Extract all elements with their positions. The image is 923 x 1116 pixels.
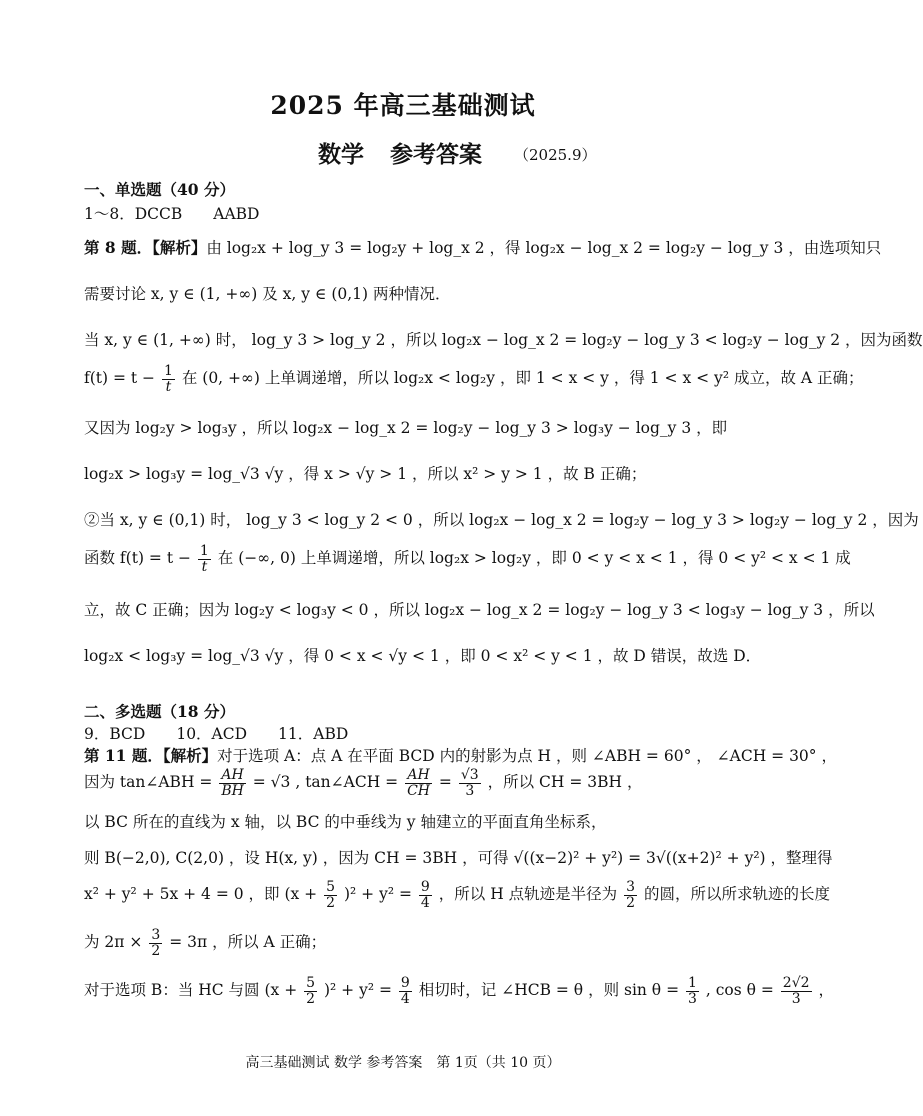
fraction: $\frac{AH}{BH}$ [221, 767, 244, 799]
subtitle-subject: 数学 [318, 141, 364, 168]
q8-line-7: ②当 x, y ∈ (0,1) 时， log_y 3 < log_y 2 < 0 ，所以 log₂x − log_x 2 = log₂y − log_y 3 > log₂y − log_y 2 ，因为 [84, 511, 919, 529]
fraction: $\frac{9}{4}$ [400, 975, 410, 1007]
q8-line-8: 函数 f(t) = t − $\frac{1}{t}$ 在 (−∞, 0) 上单调递增，所以 log₂x > log₂y ，即 0 < y < x < 1 ，得 0 < y² < x < 1 成 [84, 543, 851, 575]
exam-date: （2025.9） [514, 146, 597, 164]
q8-line-3: 当 x, y ∈ (1, +∞) 时， log_y 3 > log_y 2 ，所以 log₂x − log_x 2 = log₂y − log_y 3 < log₂y − log_y 2 ，因为函数 [84, 331, 923, 349]
q11-line-3: 以 BC 所在的直线为 x 轴，以 BC 的中垂线为 y 轴建立的平面直角坐标系， [84, 813, 607, 831]
q8-label: 第 8 题．【解析】 [84, 238, 207, 257]
q8-line-1: 第 8 题．【解析】由 log₂x + log_y 3 = log₂y + log_x 2 ，得 log₂x − log_x 2 = log₂y − log_y 3 ，由选项知只 [84, 238, 882, 257]
section-heading-multi-choice: 二、多选题（18 分） [84, 702, 235, 721]
fraction: $\frac{3}{2}$ [626, 879, 636, 911]
fraction: $\frac{1}{t}$ [199, 543, 209, 575]
fraction: $\frac{√3}{3}$ [460, 767, 479, 799]
page-title: 2025 年高三基础测试 [270, 91, 536, 120]
page-subtitle [318, 136, 482, 169]
q11-line-4: 则 B(−2,0), C(2,0) ，设 H(x, y) ，因为 CH = 3BH ，可得 √((x−2)² + y²) = 3√((x+2)² + y²) ，整理得 [84, 849, 833, 867]
q8-line-4: f(t) = t − $\frac{1}{t}$ 在 (0, +∞) 上单调递增，所以 log₂x < log₂y ，即 1 < x < y ，得 1 < x < y² 成立，故 A 正确； [84, 363, 864, 395]
q11-line-5: x² + y² + 5x + 4 = 0 ，即 (x + $\frac{5}{2}$ )² + y² = $\frac{9}{4}$ ，所以 H 点轨迹是半径为 $\frac{3}{2}$ 的圆，所以所求轨迹的长度 [84, 879, 830, 911]
fraction: $\frac{3}{2}$ [151, 927, 161, 959]
fraction: $\frac{1}{t}$ [163, 363, 173, 395]
fraction: $\frac{9}{4}$ [420, 879, 430, 911]
q11-line-2: 因为 tan∠ABH = $\frac{AH}{BH}$ = √3 , tan∠ACH = $\frac{AH}{CH}$ = $\frac{√3}{3}$ ，所以 CH = 3BH ， [84, 767, 643, 799]
fraction: $\frac{AH}{CH}$ [407, 767, 430, 799]
subtitle-doc: 参考答案 [390, 141, 482, 168]
page-footer: 高三基础测试 数学 参考答案 第 1页（共 10 页） [245, 1055, 561, 1071]
q11-line-7: 对于选项 B：当 HC 与圆 (x + $\frac{5}{2}$ )² + y² = $\frac{9}{4}$ 相切时，记 ∠HCB = θ ，则 sin θ = $\frac{1}{3}$ , cos θ = $\frac{2√2}{3}$ ， [84, 975, 834, 1007]
q8-line-10: log₂x < log₃y = log_√3 √y ，得 0 < x < √y < 1 ，即 0 < x² < y < 1 ，故 D 错误，故选 D． [84, 647, 762, 665]
q11-line-1: 第 11 题．【解析】对于选项 A：点 A 在平面 BCD 内的射影为点 H ，则 ∠ABH = 60° ， ∠ACH = 30° ， [84, 746, 837, 765]
multi-choice-answers: 9．BCD 10．ACD 11．ABD [84, 725, 349, 743]
q11-label: 第 11 题．【解析】 [84, 746, 218, 765]
fraction: $\frac{5}{2}$ [326, 879, 336, 911]
q8-line-5: 又因为 log₂y > log₃y ，所以 log₂x − log_x 2 = log₂y − log_y 3 > log₃y − log_y 3 ，即 [84, 419, 728, 437]
fraction: $\frac{5}{2}$ [306, 975, 316, 1007]
single-choice-answers: 1～8．DCCB AABD [84, 205, 260, 223]
q8-line-2: 需要讨论 x, y ∈ (1, +∞) 及 x, y ∈ (0,1) 两种情况． [84, 285, 451, 303]
fraction: $\frac{2√2}{3}$ [782, 975, 810, 1007]
q11-line-6: 为 2π × $\frac{3}{2}$ = 3π ，所以 A 正确； [84, 927, 327, 959]
q8-line-6: log₂x > log₃y = log_√3 √y ，得 x > √y > 1 ，所以 x² > y > 1 ，故 B 正确； [84, 465, 647, 483]
q8-line-9: 立，故 C 正确；因为 log₂y < log₃y < 0 ，所以 log₂x − log_x 2 = log₂y − log_y 3 < log₃y − log_y 3 ，所以 [84, 601, 875, 619]
fraction: $\frac{1}{3}$ [688, 975, 697, 1007]
section-heading-single-choice: 一、单选题（40 分） [84, 180, 235, 199]
